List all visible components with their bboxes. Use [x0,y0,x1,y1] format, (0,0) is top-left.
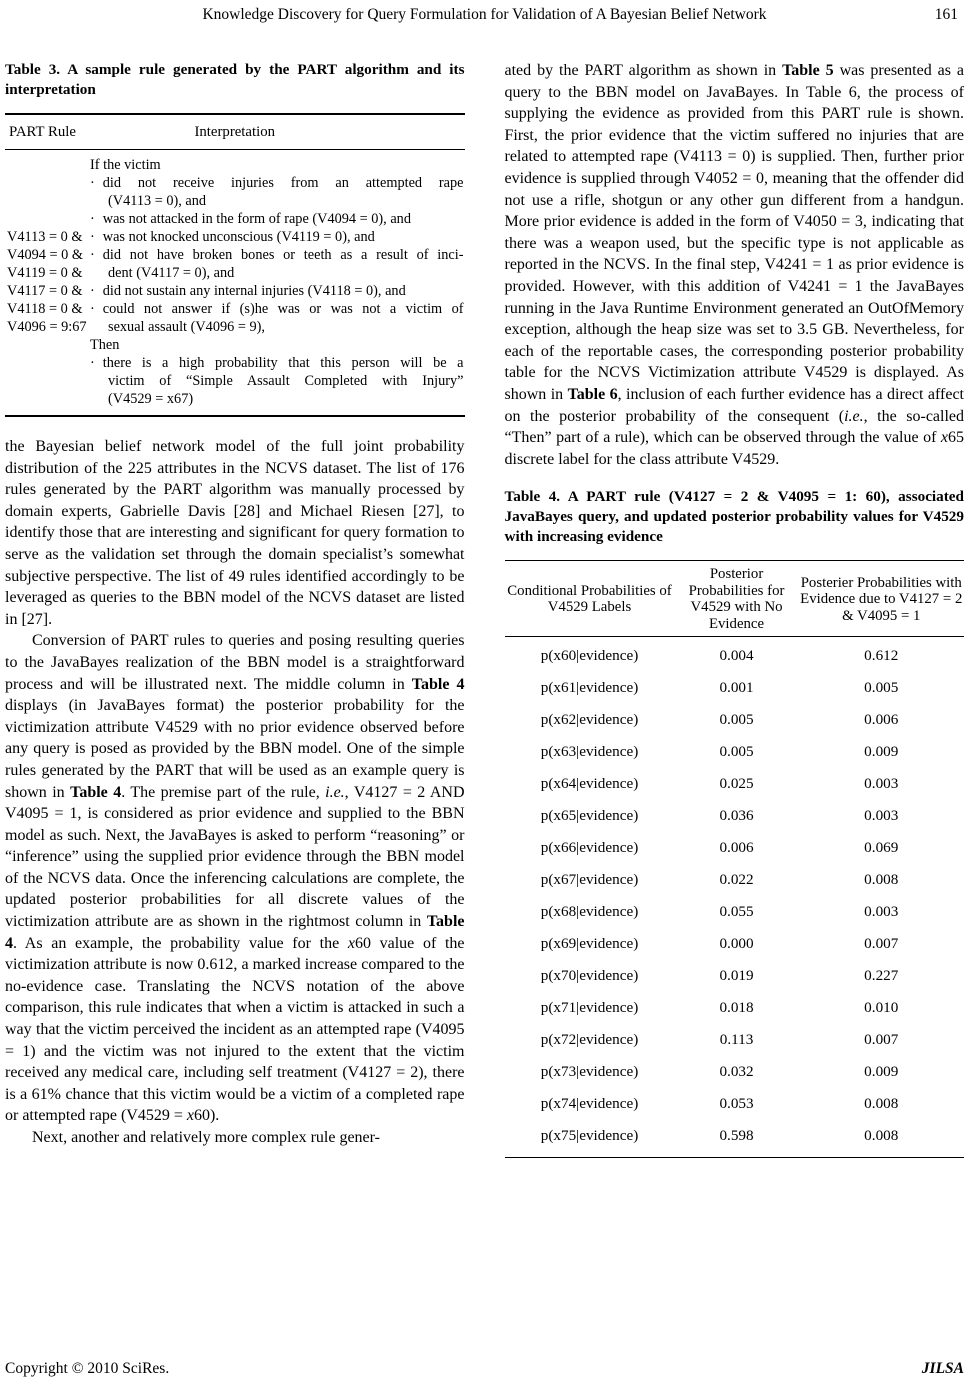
interpretation-text: If the victim [90,157,161,173]
table3-row [5,210,465,228]
probability-label: p(x70|evidence) [540,967,639,985]
probability-label: p(x63|evidence) [540,743,639,761]
table4-row [505,1056,965,1088]
table4-row [505,736,965,768]
table4-row [505,992,965,1024]
table3-row [5,282,465,300]
probability-value: 0.006 [719,839,754,857]
probability-label: p(x74|evidence) [540,1095,639,1113]
interpretation-line [90,318,465,336]
paragraph: Conversion of PART rules to queries and posing resulting queries to the JavaBayes realization of the BBN model is a straightforward process and will be illustrated next. The middle column in Table 4 displays (in JavaBayes format) the posterior probability for the victimization attribute V4529 with no prior evidence observed before any query is posed as provided by the BBN model. One of the simple rules generated by the PART that will be used as an example query is shown in Table 4. The premise part of the rule, i.e., V4127 = 2 AND V4095 = 1, is considered as prior evidence and supplied to the BBN model as such. Next, the JavaBayes is asked to perform “reasoning” or “inference” using the supplied prior evidence through the BBN model of the NCVS data. Once the inferencing calculations are complete, the updated posterior probabilities for all discrete values of the victimization attribute are as shown in the rightmost column in Table 4. As an example, the probability value for the x60 value of the victimization attribute is now 0.612, a marked increase compared to the no-evidence case. Translating the NCVS notation of the above comparison, this rule indicates that when a victim is attacked in such a way that the victim perceived the incident as an attempted rape (V4095 = 1) and the victim was not injured to the extent that the victim received any medical care, including self treatment (V4127 = 2), there is a 61% chance that this victim would be a victim of a completed rape or attempted rape (V4529 = x60). [5,632,465,1125]
table4-column-header: Conditional Probabilities of V4529 Labels [507,582,672,616]
right-column [505,60,965,1158]
table3-row [5,246,465,264]
interpretation-line [90,336,465,354]
page-number: 161 [934,6,958,23]
probability-value: 0.007 [864,935,899,953]
probability-value: 0.025 [719,775,754,793]
table4-row [505,672,965,704]
table3-header-row [5,115,465,150]
running-header [5,6,964,30]
table3-col-header-part-rule: PART Rule [9,124,76,140]
table4-row [505,928,965,960]
part-rule-term: V4096 = 9:67 [7,319,87,335]
part-rule-term: V4119 = 0 & [7,265,83,281]
interpretation-text: did not have broken bones or teeth as a result of inci- [102,247,464,263]
probability-label: p(x62|evidence) [540,711,639,729]
probability-value: 0.113 [719,1031,754,1049]
table3-row [5,354,465,372]
interpretation-text: could not answer if (s)he was or was not a victim of [102,301,464,317]
interpretation-text: there is a high probability that this person will be a [102,355,464,371]
part-rule-term [5,336,90,354]
table4-row [505,704,965,736]
paragraph: Next, another and relatively more complex rule gener- [32,1129,380,1146]
table4-row [505,960,965,992]
part-rule-term [5,390,90,408]
interpretation-line [90,354,465,372]
table4-row [505,768,965,800]
probability-value: 0.009 [864,1063,899,1081]
table4-row [505,1024,965,1056]
probability-value: 0.019 [719,967,754,985]
probability-label: p(x72|evidence) [540,1031,639,1049]
table4 [505,560,965,1158]
bullet-icon: · [90,247,95,263]
table4-body [505,637,965,1158]
probability-value: 0.612 [864,647,899,665]
table4-column-header: Posterier Probabilities with Evidence due to V4127 = 2 & V4095 = 1 [800,574,963,624]
part-rule-term [5,174,90,192]
probability-value: 0.000 [719,935,754,953]
interpretation-line [90,282,465,300]
interpretation-line [90,192,465,210]
interpretation-line [90,300,465,318]
interpretation-line [90,210,465,228]
interpretation-line [90,228,465,246]
probability-value: 0.598 [719,1127,754,1145]
table3-row [5,372,465,390]
probability-value: 0.005 [719,711,754,729]
interpretation-line [90,246,465,264]
probability-label: p(x73|evidence) [540,1063,639,1081]
part-rule-term: V4117 = 0 & [7,283,83,299]
probability-label: p(x71|evidence) [540,999,639,1017]
table4-row [505,800,965,832]
table4-caption: Table 4. A PART rule (V4127 = 2 & V4095 = 1: 60), associated JavaBayes query, and updated posterior probability values for V4529 with increasing evidence [504,488,964,546]
probability-value: 0.008 [864,871,899,889]
probability-label: p(x64|evidence) [540,775,639,793]
right-column-text [505,60,965,470]
interpretation-text: did not receive injuries from an attempted rape [102,175,464,191]
part-rule-term [5,156,90,174]
probability-value: 0.008 [864,1095,899,1113]
interpretation-text: dent (V4117 = 0), and [108,265,235,281]
probability-label: p(x65|evidence) [540,807,639,825]
interpretation-text: victim of “Simple Assault Completed with Injury” [108,373,464,389]
page-footer [5,1360,964,1378]
probability-label: p(x69|evidence) [540,935,639,953]
part-rule-term: V4094 = 0 & [7,247,83,263]
left-column [5,60,465,1158]
interpretation-text: was not attacked in the form of rape (V4094 = 0), and [102,211,411,227]
interpretation-text: was not knocked unconscious (V4119 = 0), and [102,229,375,245]
probability-label: p(x61|evidence) [540,679,639,697]
probability-value: 0.004 [719,647,754,665]
left-column-text [5,436,465,1149]
table3-row [5,336,465,354]
table3-row [5,390,465,408]
table3-row [5,174,465,192]
part-rule-term: V4118 = 0 & [7,301,83,317]
table3-row [5,192,465,210]
interpretation-line [90,372,465,390]
running-title: Knowledge Discovery for Query Formulation for Validation of A Bayesian Belief Network [202,6,767,23]
interpretation-text: did not sustain any internal injuries (V4118 = 0), and [102,283,406,299]
interpretation-line [90,156,465,174]
paragraph: the Bayesian belief network model of the full joint probability distribution of the 225 attributes in the NCVS dataset. The list of 176 rules generated by the PART algorithm was manually processed by domain experts, Gabrielle Davis [28] and Michael Riesen [27], to identify those that are interesting and significant for query formation to serve as the validation set through the domain specialist’s somewhat subjective perspective. The list of 49 rules identified accordingly to be leveraged as queries to the BBN model of the NCVS dataset are listed in [27]. [5,438,465,628]
interpretation-line [90,174,465,192]
probability-value: 0.005 [864,679,899,697]
probability-value: 0.008 [864,1127,899,1145]
probability-label: p(x60|evidence) [540,647,639,665]
table3-row [5,264,465,282]
interpretation-text: Then [90,337,120,353]
part-rule-term [5,354,90,372]
copyright-text: Copyright © 2010 SciRes. [5,1360,170,1377]
probability-value: 0.010 [864,999,899,1017]
probability-value: 0.005 [719,743,754,761]
probability-value: 0.053 [719,1095,754,1113]
bullet-icon: · [90,283,95,299]
probability-value: 0.009 [864,743,899,761]
probability-value: 0.003 [864,775,899,793]
bullet-icon: · [90,175,95,191]
probability-value: 0.022 [719,871,754,889]
probability-value: 0.069 [864,839,899,857]
two-column-layout [5,60,964,1158]
probability-value: 0.006 [864,711,899,729]
table4-row [505,832,965,864]
bullet-icon: · [90,229,95,245]
probability-value: 0.018 [719,999,754,1017]
probability-value: 0.227 [864,967,899,985]
part-rule-term [5,192,90,210]
table4-column-header: Posterior Probabilities for V4529 with No Evidence [688,566,785,632]
table3-row [5,300,465,318]
probability-value: 0.055 [719,903,754,921]
table4-row [505,1088,965,1120]
part-rule-term [5,372,90,390]
probability-label: p(x68|evidence) [540,903,639,921]
probability-label: p(x75|evidence) [540,1127,639,1145]
bullet-icon: · [90,211,95,227]
part-rule-term [5,210,90,228]
interpretation-text: (V4113 = 0), and [108,193,207,209]
table3-caption: Table 3. A sample rule generated by the PART algorithm and its interpretation [5,61,465,98]
bullet-icon: · [90,355,95,371]
interpretation-line [90,390,465,408]
table3-row [5,156,465,174]
probability-label: p(x67|evidence) [540,871,639,889]
probability-value: 0.032 [719,1063,754,1081]
table4-row [505,864,965,896]
probability-value: 0.003 [864,903,899,921]
journal-name: JILSA [921,1360,964,1377]
bullet-icon: · [90,301,95,317]
interpretation-text: sexual assault (V4096 = 9), [108,319,265,335]
part-rule-term: V4113 = 0 & [7,229,83,245]
table4-row [505,640,965,672]
table3-row [5,318,465,336]
paragraph: ated by the PART algorithm as shown in Table 5 was presented as a query to the BBN model on JavaBayes. In Table 6, the process of supplying the evidence as provided from this PART rule is shown. First, the prior evidence that the victim suffered no injuries that are related to attempted rape (V4113 = 0) is supplied. Then, further prior evidence is supplied through V4052 = 0, meaning that the offender did not use a rifle, shotgun or any other gun different from a handgun. More prior evidence is added in the form of V4050 = 3, indicating that there was a weapon used, but the specific type is not applicable as reported in the NCVS. In the final step, V4241 = 1 as prior evidence is provided. However, with this addition of V4241 = 1 the JavaBayes running in the Java Runtime Environment generated an OutOfMemory exception, although the heap size was set to 3.5 GB. Nevertheless, for each of the reportable cases, the corresponding posterior probability table for the NCVS Victimization attribute V4529 is displayed. As shown in Table 6, inclusion of each further evidence has a direct affect on the posterior probability of the consequent (i.e., the so-called “Then” part of a rule), which can be observed through the value of x65 discrete label for the class attribute V4529. [504,62,965,468]
probability-value: 0.007 [864,1031,899,1049]
table3-body [5,150,465,417]
interpretation-line [90,264,465,282]
table3 [5,113,465,417]
probability-label: p(x66|evidence) [540,839,639,857]
interpretation-text: (V4529 = x67) [108,391,194,407]
table3-col-header-interpretation: Interpretation [194,124,276,140]
table3-row [5,228,465,246]
probability-value: 0.036 [719,807,754,825]
table4-header-row [505,561,965,637]
probability-value: 0.001 [719,679,754,697]
table4-row [505,1120,965,1152]
probability-value: 0.003 [864,807,899,825]
table4-row [505,896,965,928]
